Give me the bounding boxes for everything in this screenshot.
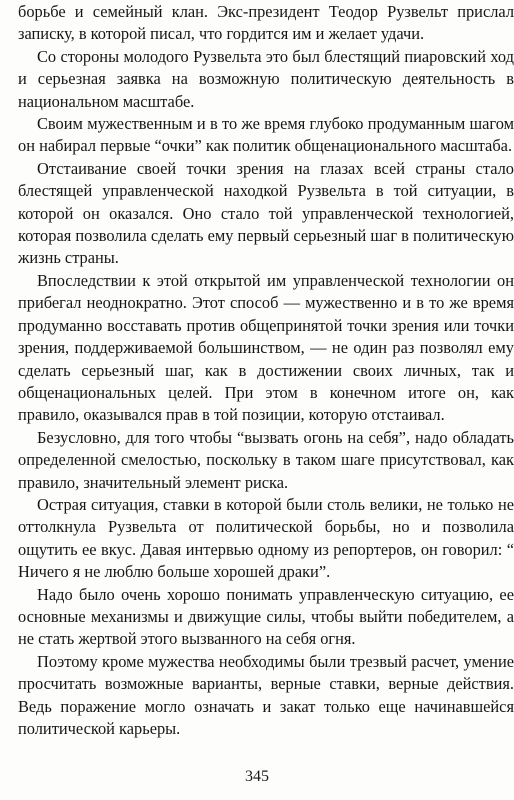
- paragraph: Поэтому кроме мужества необходимы были трезвый расчет, умение просчитать возможные варианты, верные ставки, верные действия. Ведь поражение могло означать и закат только еще начинавшейся политической карьеры.: [18, 651, 514, 738]
- paragraph: Со стороны молодого Рузвельта это был блестящий пиаровский ход и серьезная заявка на возможную политическую деятельность в национальном масштабе.: [18, 46, 514, 111]
- paragraph: Отстаивание своей точки зрения на глазах всей страны стало блестящей управленческой находкой Рузвельта в той ситуации, в которой он оказался. Оно стало той управленческой технологией, которая позволила сделать ему первый серьезный шаг в политическую жизнь страны.: [18, 158, 514, 268]
- paragraph: Впоследствии к этой открытой им управленческой технологии он прибегал неоднократно. Этот способ — мужественно и в то же время продуманно восставать против общепринятой точки зрения или точки зрения, поддерживаемой большинством, — не один раз позволял ему сделать серьезный шаг, как в достижении своих личных, так и общенациональных целей. При этом в конечном итоге он, как правило, оказывался прав в той позиции, которую отстаивал.: [18, 270, 514, 425]
- paragraph: Острая ситуация, ставки в которой были столь велики, не только не оттолкнула Рузвельта от политической борьбы, но и позволила ощутить ее вкус. Давая интервью одному из репортеров, он говорил: “ Ничего я не люблю больше хорошей драки”.: [18, 494, 514, 582]
- body-text: [18, 1, 514, 740]
- paragraph: Надо было очень хорошо понимать управленческую ситуацию, ее основные механизмы и движущие силы, чтобы выйти победителем, а не стать жертвой этого вызванного на себя огня.: [18, 584, 514, 649]
- paragraph: Безусловно, для того чтобы “вызвать огонь на себя”, надо обладать определенной смелостью, поскольку в таком шаге присутствовал, как правило, значительный элемент риска.: [18, 427, 514, 492]
- page-number: 345: [245, 768, 269, 785]
- paragraph: Своим мужественным и в то же время глубоко продуманным шагом он набирал первые “очки” как политик общенационального масштаба.: [18, 114, 514, 156]
- paragraph-continuation: борьбе и семейный клан. Экс-президент Теодор Рузвельт прислал записку, в которой писал, что гордится им и желает удачи.: [18, 2, 514, 44]
